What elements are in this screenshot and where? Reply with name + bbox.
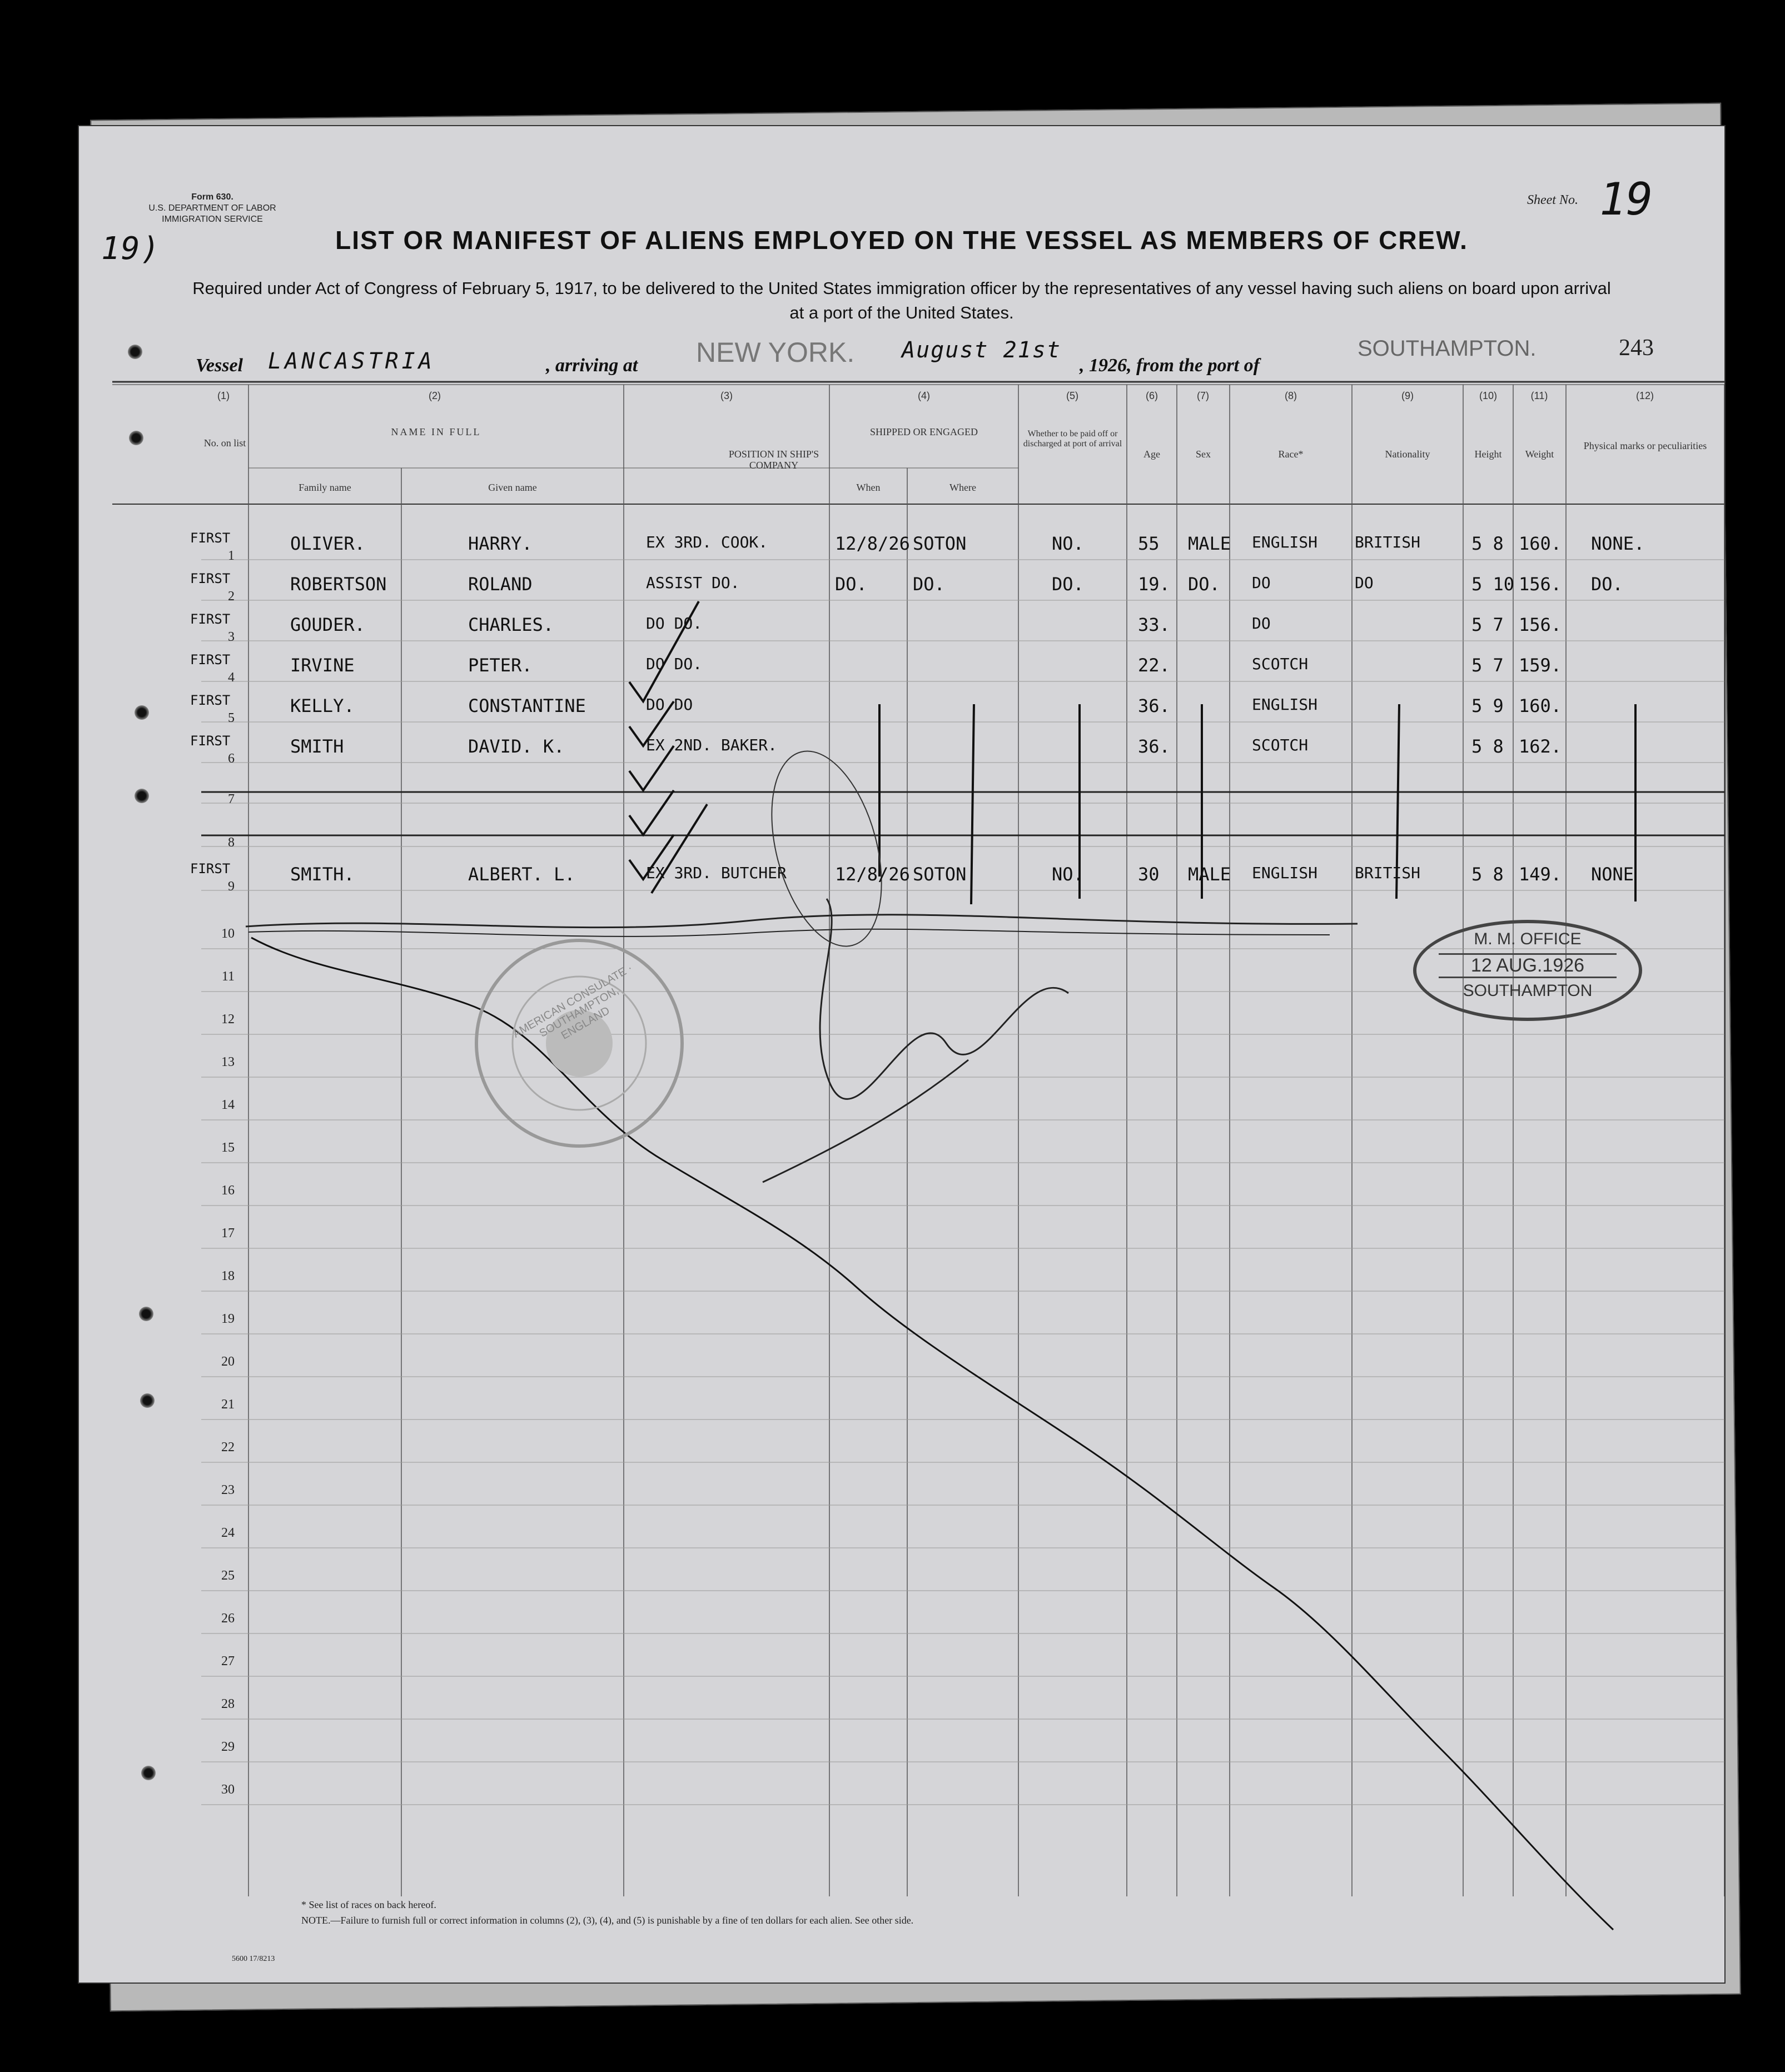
cell-nationality: DO [1355,574,1374,592]
cell-height: 5 8 [1471,736,1504,757]
column-number: (6) [1146,390,1158,401]
col-name-in-full: NAME IN FULL [391,426,481,437]
row-number: 1 [228,549,235,563]
cell-race: ENGLISH [1252,864,1318,882]
cell-when: DO. [835,574,867,595]
cell-age: 30 [1138,864,1160,885]
column-number: (11) [1530,390,1548,401]
departure-port-stamp: SOUTHAMPTON. [1358,336,1537,361]
row-number: 5 [228,711,235,725]
cell-sex: DO. [1188,574,1220,595]
mm-office-place: SOUTHAMPTON [1463,982,1593,1000]
row-number: 4 [228,670,235,685]
col-nationality: Nationality [1385,449,1430,460]
cell-family: IRVINE [290,655,355,676]
row-number: 6 [228,751,235,766]
row-number: 12 [221,1012,235,1027]
cell-race: DO [1252,614,1271,632]
row-number: 11 [221,969,235,984]
cell-height: 5 9 [1471,695,1504,716]
row-number: 15 [221,1140,235,1155]
col-sex: Sex [1196,449,1211,460]
cell-marks: NONE [1591,864,1634,885]
column-number: (10) [1479,390,1497,401]
col-height: Height [1474,449,1502,460]
cell-height: 5 10 [1471,574,1515,595]
cell-height: 5 8 [1471,864,1504,885]
col-paid-off: Whether to be paid off or discharged at port of arrival [1023,429,1122,449]
mm-office-title: M. M. OFFICE [1474,930,1582,948]
print-code: 5600 17/8213 [232,1955,275,1963]
cell-weight: 160. [1519,695,1562,716]
row-number: 18 [221,1269,235,1283]
row-number: 25 [221,1568,235,1583]
column-number: (4) [918,390,930,401]
col-weight: Weight [1525,449,1554,460]
arrival-port-stamp: NEW YORK. [696,337,855,368]
mm-office-date: 12 AUG.1926 [1439,953,1617,978]
cell-race: SCOTCH [1252,736,1309,754]
manifest-sheet [78,125,1726,1984]
department-label: U.S. DEPARTMENT OF LABOR [148,203,276,213]
cell-position: EX 3RD. BUTCHER [646,864,787,882]
service-label: IMMIGRATION SERVICE [162,215,263,224]
cell-paid: NO. [1052,533,1084,554]
cell-sex: MALE [1188,864,1231,885]
cell-age: 22. [1138,655,1170,676]
class-label: FIRST [190,611,231,627]
cell-race: ENGLISH [1252,533,1318,551]
row-number: 14 [221,1098,235,1112]
col-physical-marks: Physical marks or peculiarities [1583,440,1707,451]
cell-given: ROLAND [468,574,533,595]
cell-where: SOTON [913,864,967,885]
cell-family: ROBERTSON [290,574,387,595]
footnote-races: * See list of races on back hereof. [301,1899,436,1910]
cell-family: SMITH [290,736,344,757]
cell-family: SMITH. [290,864,355,885]
class-label: FIRST [190,652,231,668]
cell-sex: MALE [1188,533,1231,554]
cell-race: SCOTCH [1252,655,1309,673]
table-grid [79,126,1724,1983]
col-shipped: SHIPPED OR ENGAGED [869,426,978,437]
column-number: (12) [1635,390,1654,401]
cell-paid: NO. [1052,864,1084,885]
cell-position: DO DO [646,695,693,714]
cell-position: EX 2ND. BAKER. [646,736,778,754]
col-where: Where [949,482,976,493]
column-number: (8) [1285,390,1297,401]
mm-office-stamp [1413,920,1642,1021]
requirement-text: Required under Act of Congress of February 5, 1917, to be delivered to the United States immigration officer by the representatives of any vessel having such aliens on board upon arrival at a port of the United States. [192,278,1611,322]
row-number: 7 [228,792,235,806]
column-number: (1) [217,390,230,401]
page-number: 243 [1619,335,1654,361]
cell-weight: 156. [1519,574,1562,595]
row-number: 8 [228,835,235,850]
arrival-date: August 21st [902,337,1061,363]
class-label: FIRST [190,733,231,749]
cell-given: PETER. [468,655,533,676]
col-no-on-list: No. on list [203,437,246,449]
sheet-number: 19 [1599,173,1653,225]
cell-race: DO [1252,574,1271,592]
margin-mark: 19) [101,231,161,267]
row-number: 10 [221,927,235,941]
cell-nationality: BRITISH [1355,533,1421,551]
cell-position: EX 3RD. COOK. [646,533,768,551]
column-number: (7) [1197,390,1209,401]
column-number: (3) [720,390,733,401]
cell-position: ASSIST DO. [646,574,740,592]
row-number: 19 [221,1312,235,1326]
cell-given: ALBERT. L. [468,864,575,885]
row-number: 22 [221,1440,235,1455]
class-label: FIRST [190,530,231,546]
cell-position: DO DO. [646,655,703,673]
cell-race: ENGLISH [1252,695,1318,714]
row-number: 29 [221,1740,235,1754]
row-number: 17 [221,1226,235,1241]
cell-weight: 160. [1519,533,1562,554]
row-number: 30 [221,1782,235,1797]
cell-age: 33. [1138,614,1170,635]
manifest-title: LIST OR MANIFEST OF ALIENS EMPLOYED ON THE VESSEL AS MEMBERS OF CREW. [335,226,1468,255]
cell-age: 36. [1138,736,1170,757]
row-number: 20 [221,1354,235,1369]
class-label: FIRST [190,571,231,586]
form-number: Form 630. [191,192,233,202]
col-position: POSITION IN SHIP'S COMPANY [728,449,819,471]
cell-weight: 149. [1519,864,1562,885]
footnote-penalty: NOTE.—Failure to furnish full or correct information in columns (2), (3), (4), and (5) is punishable by a fine of ten dollars for each alien. See other side. [301,1915,914,1926]
cell-height: 5 8 [1471,533,1504,554]
column-number: (9) [1401,390,1414,401]
cell-height: 5 7 [1471,655,1504,676]
cell-given: CONSTANTINE [468,695,586,716]
sheet-label: Sheet No. [1527,193,1578,207]
cell-age: 55 [1138,533,1160,554]
row-number: 21 [221,1397,235,1412]
col-family-name: Family name [299,482,351,493]
row-number: 26 [221,1611,235,1626]
col-when: When [856,482,881,493]
column-number: (5) [1066,390,1078,401]
cell-weight: 159. [1519,655,1562,676]
cell-weight: 162. [1519,736,1562,757]
cell-where: SOTON [913,533,967,554]
col-age: Age [1143,449,1160,460]
cell-given: CHARLES. [468,614,554,635]
cell-family: GOUDER. [290,614,365,635]
cell-given: DAVID. K. [468,736,565,757]
cell-age: 19. [1138,574,1170,595]
cell-weight: 156. [1519,614,1562,635]
row-number: 27 [221,1654,235,1668]
vessel-name: LANCASTRIA [268,348,435,374]
cell-marks: NONE. [1591,533,1645,554]
cell-height: 5 7 [1471,614,1504,635]
row-number: 9 [228,879,235,894]
row-number: 3 [228,630,235,644]
cell-family: OLIVER. [290,533,365,554]
cell-paid: DO. [1052,574,1084,595]
cell-where: DO. [913,574,945,595]
row-number: 13 [221,1055,235,1069]
row-number: 28 [221,1697,235,1711]
consulate-stamp: AMERICAN CONSULATE · SOUTHAMPTON, ENGLAND [511,962,635,1042]
row-number: 23 [221,1483,235,1497]
cell-when: 12/8/26 [835,533,910,554]
class-label: FIRST [190,861,231,876]
cell-nationality: BRITISH [1355,864,1421,882]
departure-label: , 1926, from the port of [1080,355,1260,376]
cell-family: KELLY. [290,695,355,716]
cell-given: HARRY. [468,533,533,554]
cell-position: DO DO. [646,614,703,632]
col-given-name: Given name [488,482,537,493]
class-label: FIRST [190,693,231,708]
arriving-label: , arriving at [546,355,638,376]
col-race: Race* [1278,449,1304,460]
row-number: 16 [221,1183,235,1198]
column-number: (2) [429,390,441,401]
vessel-label: Vessel [196,355,243,376]
cell-age: 36. [1138,695,1170,716]
row-number: 24 [221,1526,235,1540]
cell-when: 12/8/26 [835,864,910,885]
cell-marks: DO. [1591,574,1623,595]
row-number: 2 [228,589,235,604]
